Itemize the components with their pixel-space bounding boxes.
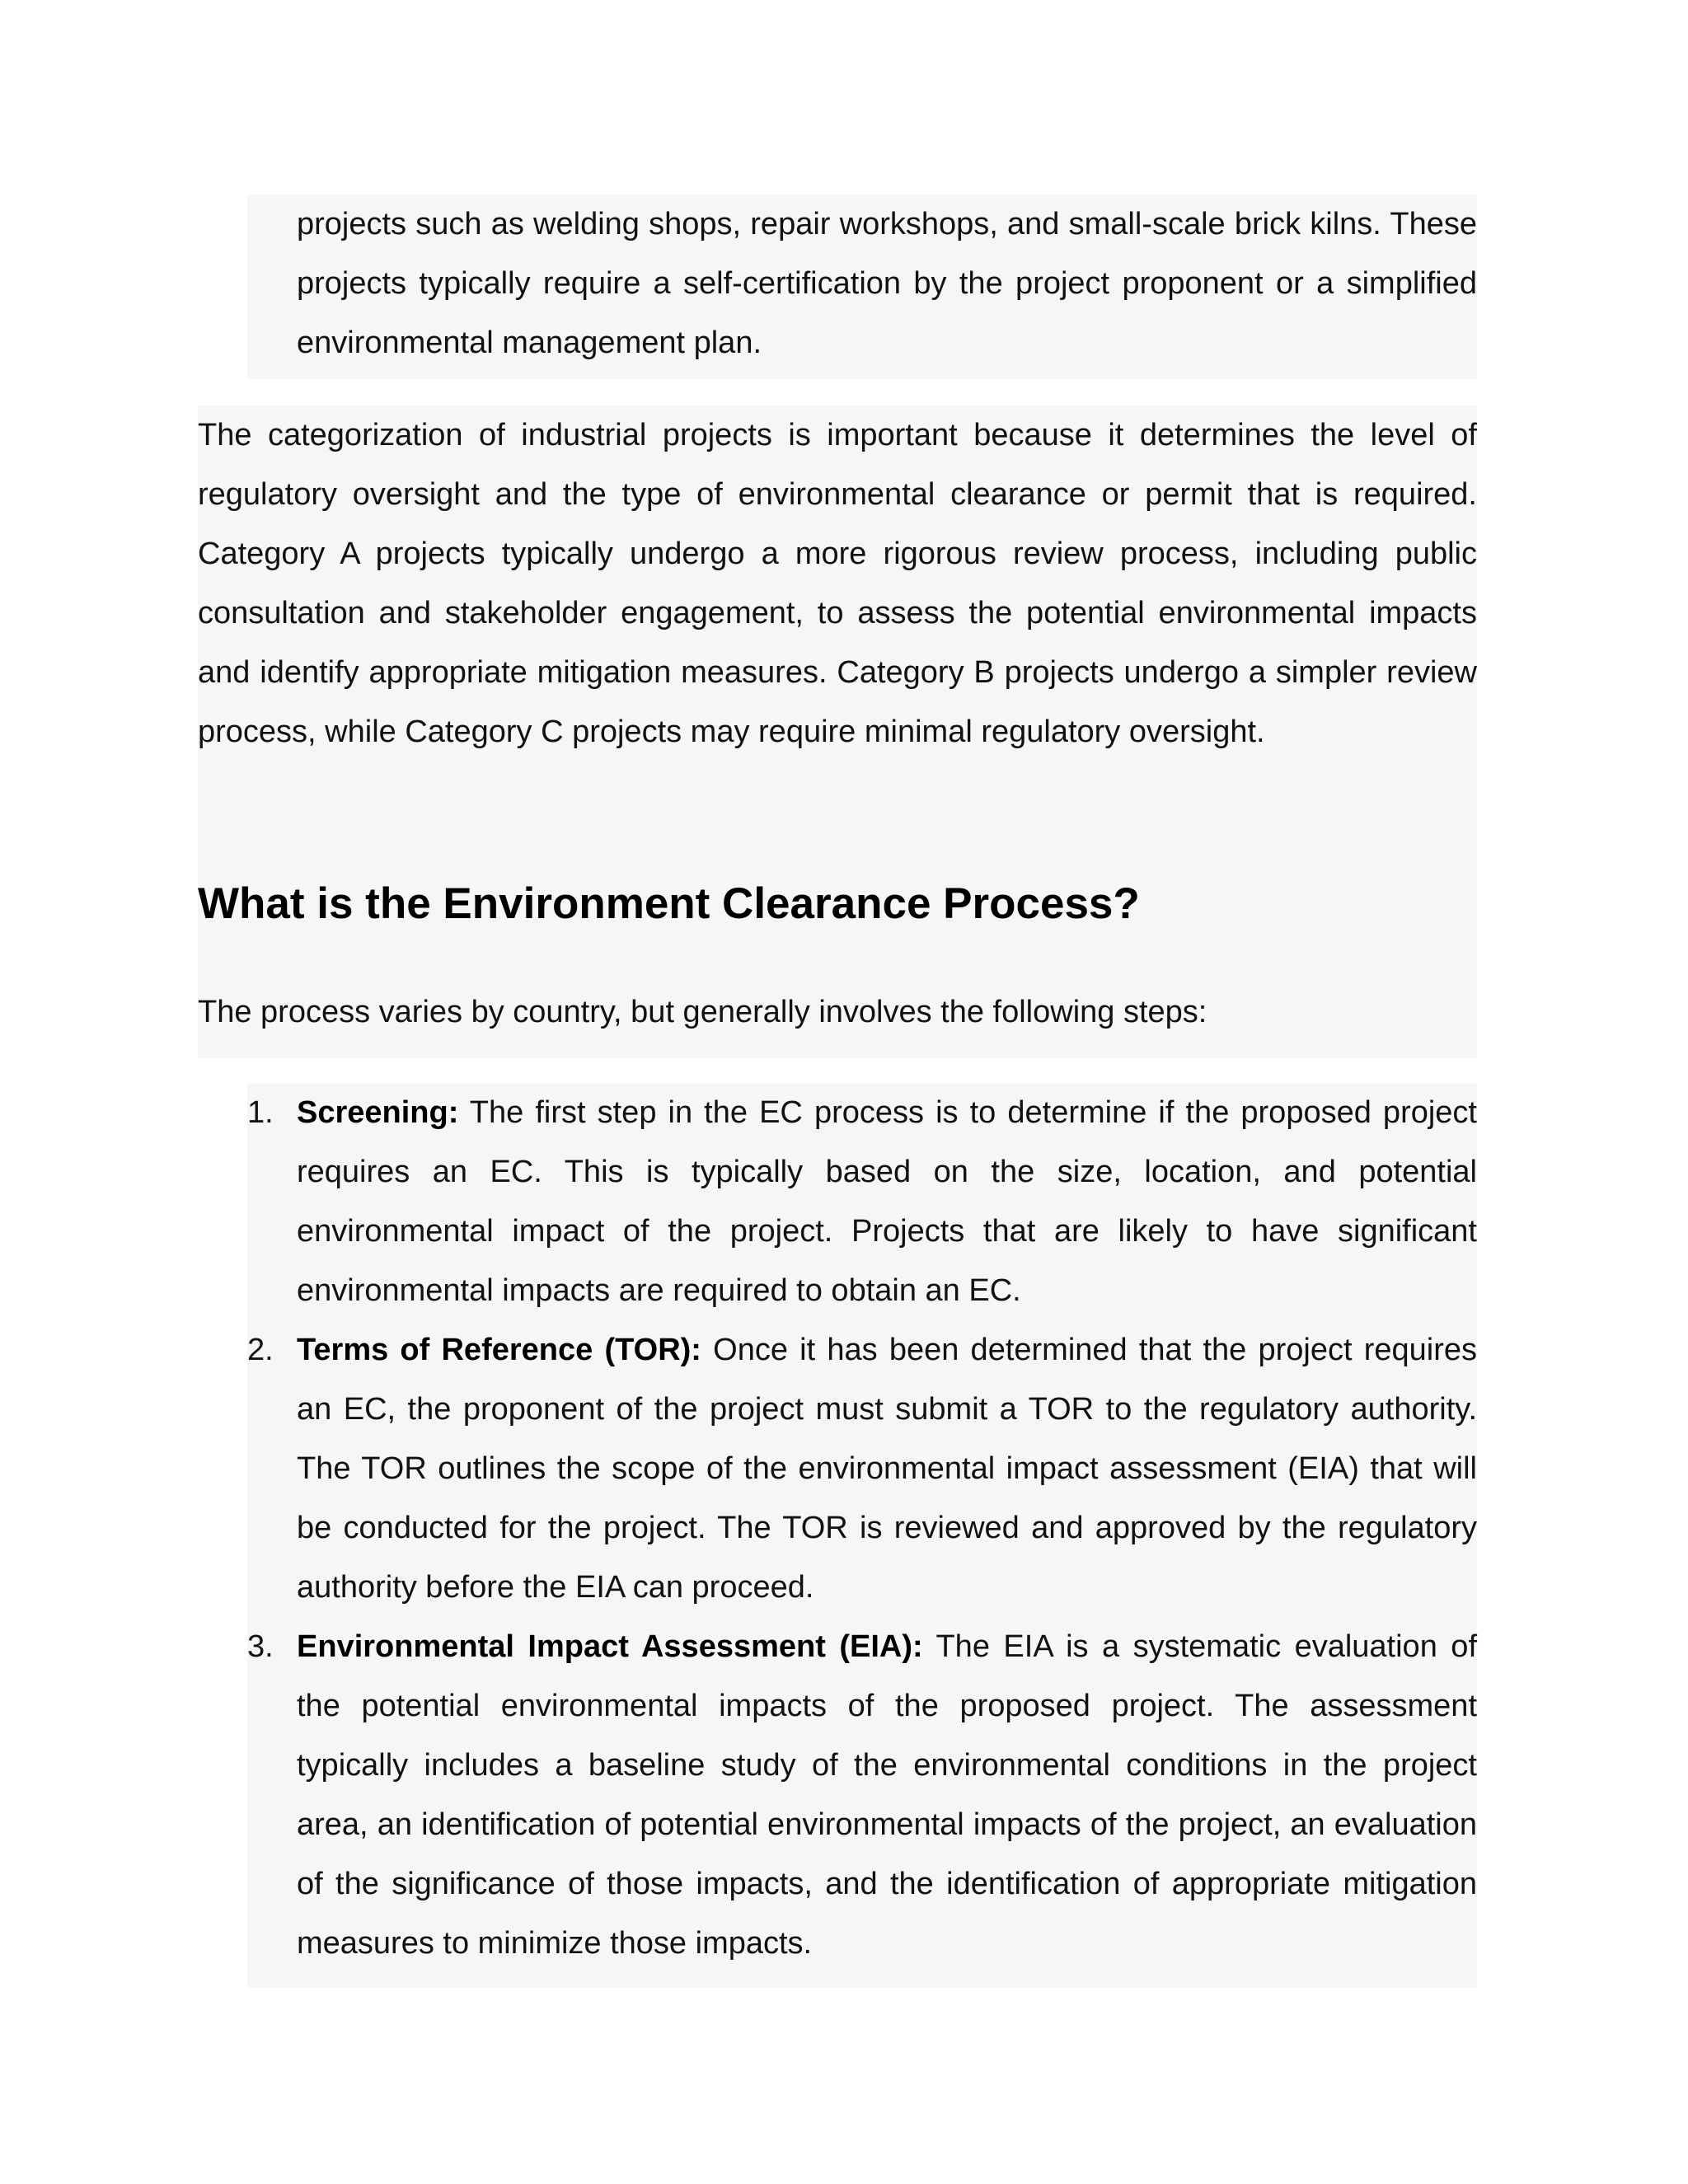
step-item-screening (247, 1083, 1477, 1320)
section-intro: The process varies by country, but generally involves the following steps: (198, 995, 1207, 1029)
section-header-block (198, 826, 1477, 1058)
step-text: The first step in the EC process is to determine if the proposed project requires an EC. This is typically based on the size, location, and potential environmental impact of the project. Projects that are likely to have significant environmental impacts are required to obtain an EC. (297, 1095, 1477, 1308)
step-number: 1. (247, 1095, 274, 1130)
continuation-text: projects such as welding shops, repair workshops, and small-scale brick kilns. These projects typically require a self-certification by the project proponent or a simplified environmental management plan. (297, 207, 1477, 360)
steps-list (247, 1083, 1477, 1973)
categorization-paragraph: The categorization of industrial projects is important because it determines the level of regulatory oversight and the type of environmental clearance or permit that is required. Category A projects typically undergo a more rigorous review process, including public consultation and stakeholder engagement, to assess the potential environmental impacts and identify appropriate mitigation measures. Category B projects undergo a simpler review process, while Category C projects may require minimal regulatory oversight. (198, 418, 1477, 749)
section-heading: What is the Environment Clearance Process? (198, 879, 1140, 928)
step-number: 2. (247, 1333, 274, 1367)
step-text: The EIA is a systematic evaluation of the potential environmental impacts of the proposed project. The assessment typically includes a baseline study of the environmental conditions in the project area, an identification of potential environmental impacts of the project, an evaluation of the significance of those impacts, and the identification of appropriate mitigation measures to minimize those impacts. (297, 1629, 1477, 1961)
steps-block (247, 1083, 1477, 1988)
step-label: Terms of Reference (TOR): (297, 1333, 701, 1367)
step-text: Once it has been determined that the project requires an EC, the proponent of the project must submit a TOR to the regulatory authority. The TOR outlines the scope of the environmental impact assessment (EIA) that will be conducted for the project. The TOR is reviewed and approved by the regulatory authority before the EIA can proceed. (297, 1333, 1478, 1605)
step-label: Environmental Impact Assessment (EIA): (297, 1629, 923, 1664)
step-item-environmental-impact-assessment (247, 1617, 1477, 1973)
step-label: Screening: (297, 1095, 459, 1130)
categorization-block (198, 405, 1477, 826)
continuation-block (247, 194, 1477, 379)
step-number: 3. (247, 1629, 274, 1664)
step-item-terms-of-reference (247, 1320, 1477, 1617)
